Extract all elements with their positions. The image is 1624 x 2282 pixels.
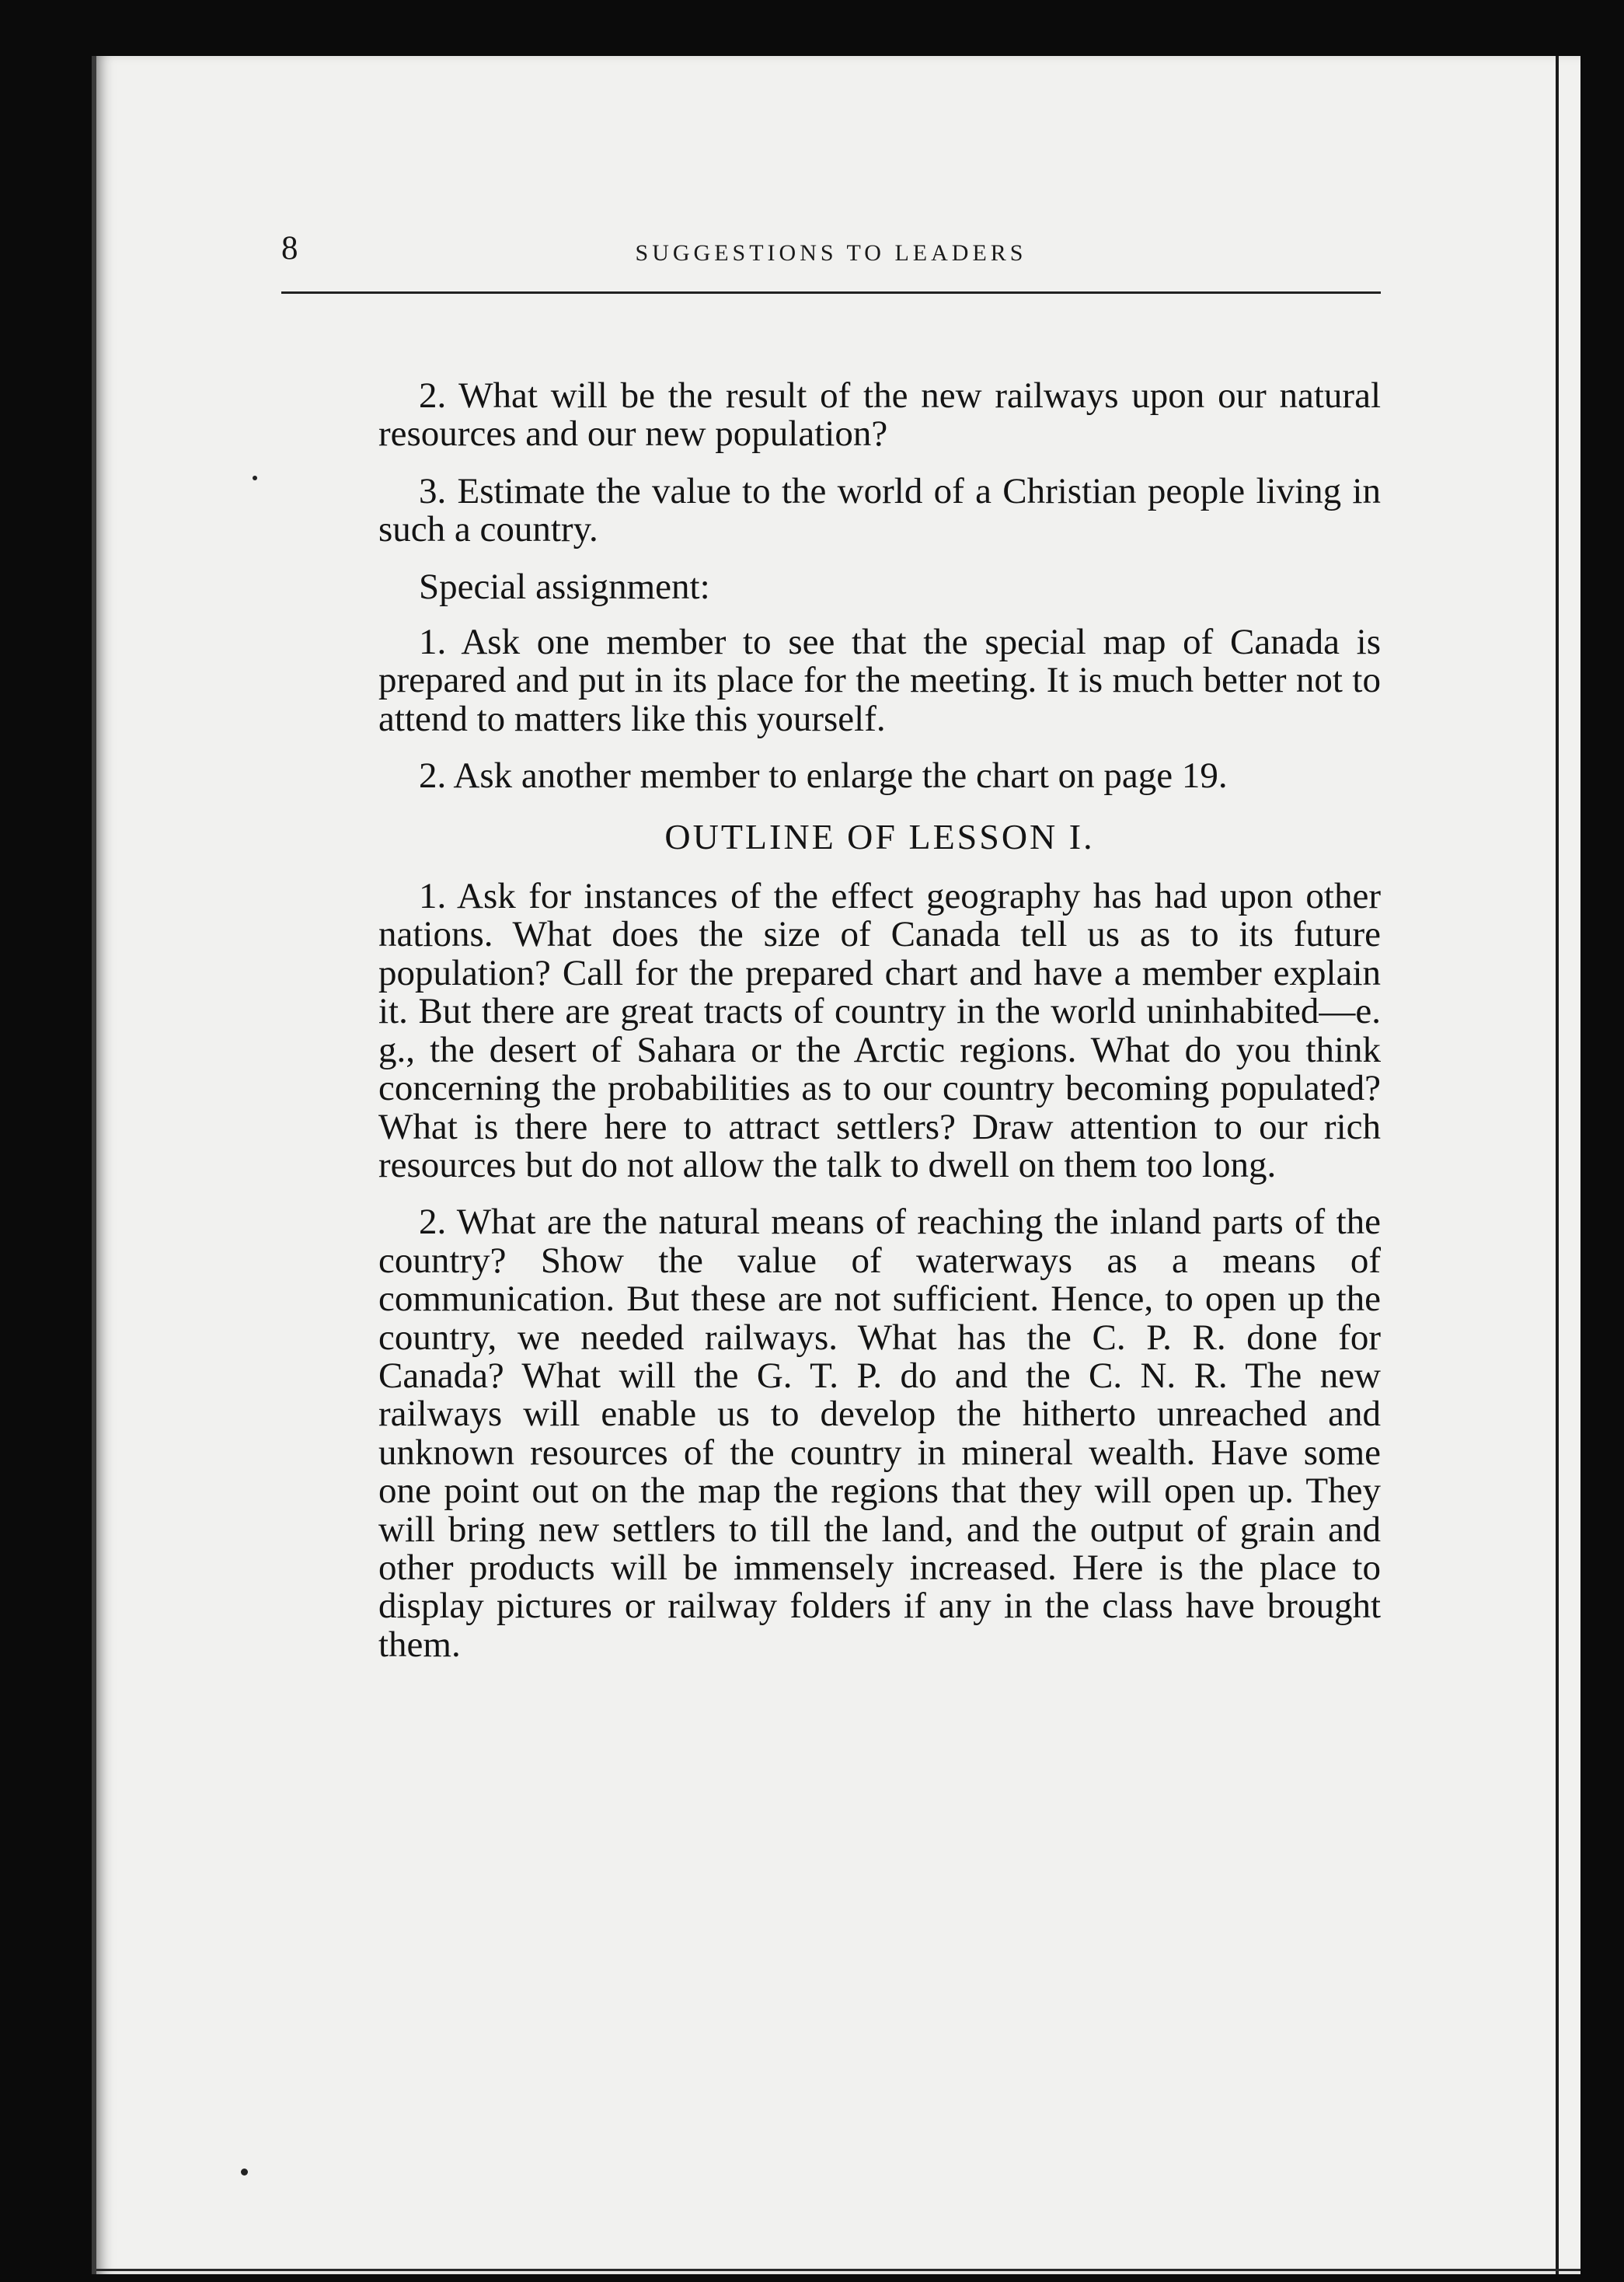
assignment-1: 1. Ask one member to see that the special map of Canada is prepared and put in its place for the meeting. It is much better not to attend to matters like this yourself. bbox=[378, 622, 1381, 739]
assignment-2: 2. Ask another member to enlarge the chart on page 19. bbox=[419, 755, 1228, 797]
outline-paragraph-1: 1. Ask for instances of the effect geography has had upon other nations. What does the size of Canada tell us as to its future population? Call for the prepared chart and have a member explain it. But there are great tracts of country in the world uninhabited—e. g., the desert of Sahara or the Arctic regions. What do you think concerning the probabilities as to our country becoming populated? What is there here to attract settlers? Draw attention to our rich resources but do not allow the talk to dwell on them too long. bbox=[378, 876, 1381, 1185]
page-header bbox=[281, 229, 1381, 294]
question-3: 3. Estimate the value to the world of a Christian people living in such a country. bbox=[378, 470, 1381, 550]
page-body bbox=[378, 377, 1381, 1683]
scan-speck bbox=[253, 476, 257, 480]
outline-paragraph-2: 2. What are the natural means of reaching the inland parts of the country? Show the value of waterways as a means of communication. But these are not sufficient. Hence, to open up the country, we needed railways. What has the C. P. R. done for Canada? What will the G. T. P. do and the C. N. R. The new railways will enable us to develop the hitherto unreached and unknown resources of the country in mineral wealth. Have some one point out on the map the regions that they will open up. They will bring new settlers to till the land, and the output of grain and other products will be immensely increased. Here is the place to display pictures or railway folders if any in the class have brought them. bbox=[378, 1202, 1381, 1665]
running-head: SUGGESTIONS TO LEADERS bbox=[635, 240, 1027, 266]
question-2: 2. What will be the result of the new railways upon our natural resources and our new population? bbox=[378, 375, 1381, 455]
outline-heading: OUTLINE OF LESSON I. bbox=[664, 816, 1095, 857]
page-bottom-edge bbox=[96, 2269, 1580, 2271]
special-assignment-heading: Special assignment: bbox=[419, 566, 710, 607]
scan-speck bbox=[241, 2169, 248, 2176]
page-edge-rule bbox=[1556, 56, 1559, 2274]
page-number: 8 bbox=[281, 230, 298, 267]
